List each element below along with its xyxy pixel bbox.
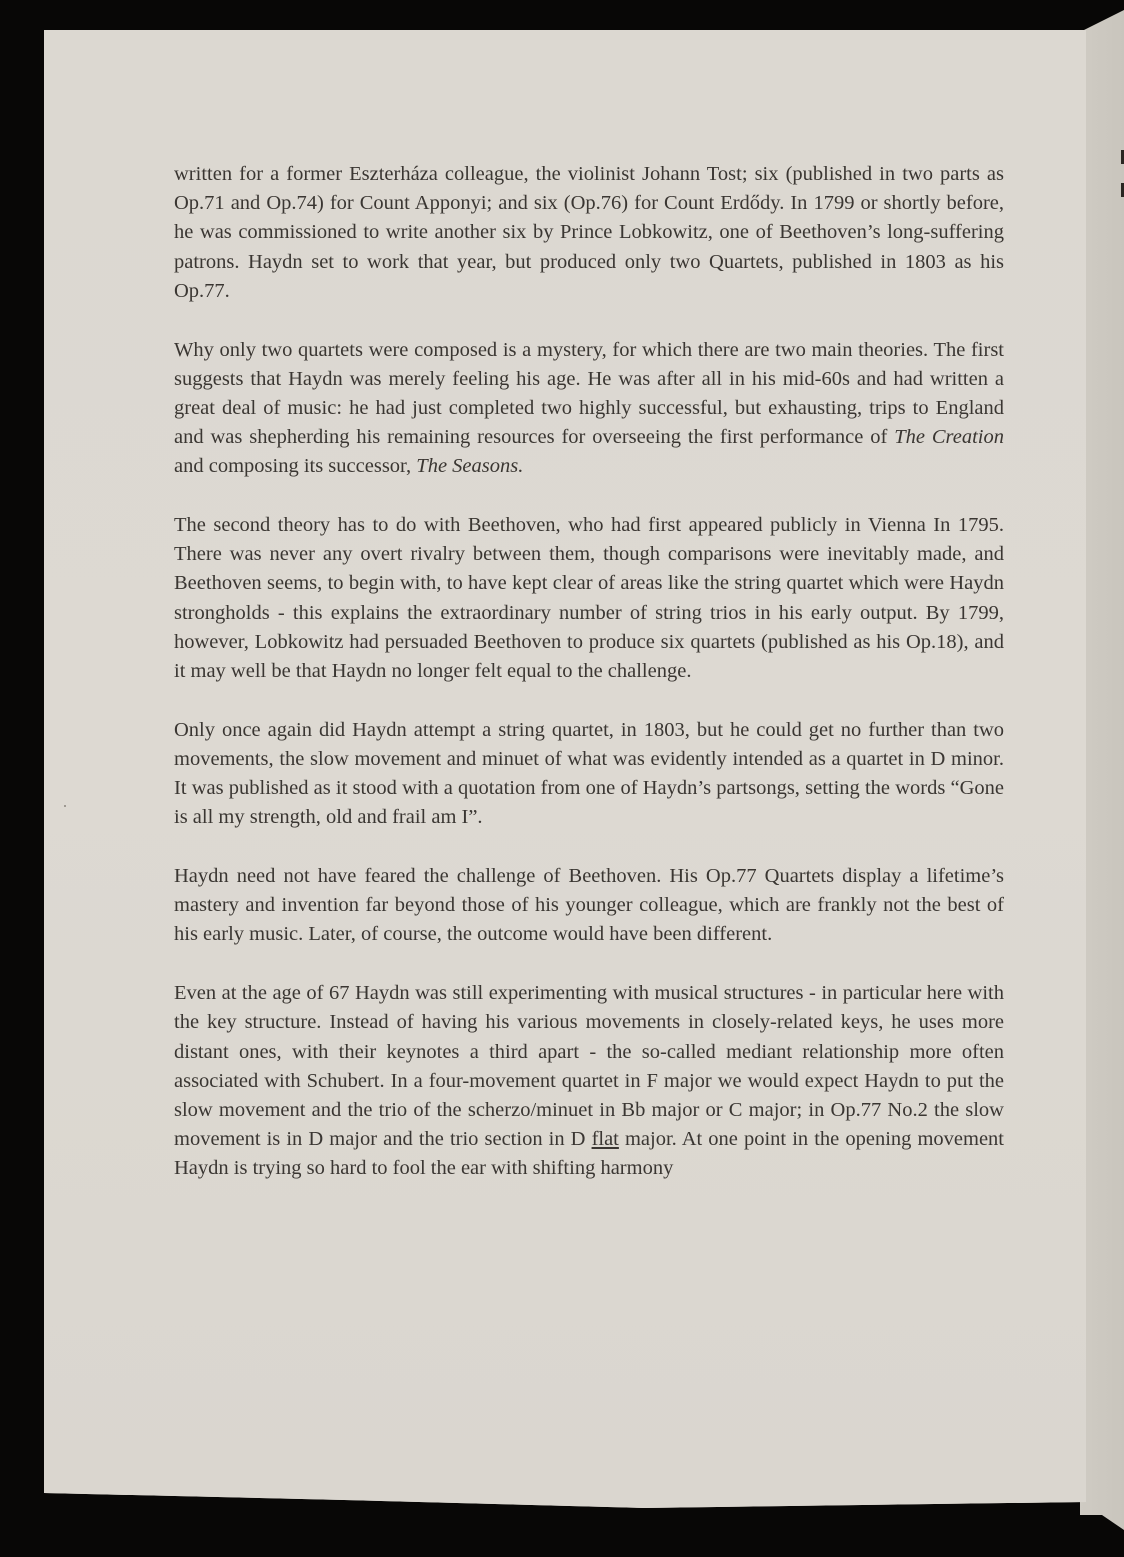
- text-segment: The second theory has to do with Beethoven, who had first appeared publicly in Vienna In 1795. There was never any overt rivalry between them, though comparisons were inevitably made, and Beethoven seems, to begin with, to have kept clear of areas like the string quartet which were Haydn strongholds - this explains the extraordinary number of string trios in his early output. By 1799, however, Lobkowitz had persuaded Beethoven to produce six quartets (published as his Op.18), and it may well be that Haydn no longer felt equal to the challenge.: [174, 514, 1004, 683]
- paragraph-1: [174, 160, 1004, 306]
- text-segment: Why only two quartets were composed is a mystery, for which there are two main theories. The first suggests that Haydn was merely feeling his age. He was after all in his mid-60s and had written a great deal of music: he had just completed two highly successful, but exhausting, trips to England and was shepherding his remaining resources for overseeing the first performance of: [174, 338, 1004, 449]
- underlined-text: flat: [591, 1128, 619, 1151]
- text-segment: Haydn need not have feared the challenge of Beethoven. His Op.77 Quartets display a lifetime’s mastery and invention far beyond those of his younger colleague, which are frankly not the best of his early music. Later, of course, the outcome would have been different.: [174, 865, 1004, 946]
- paragraph-3: [174, 511, 1004, 686]
- italic-title-text: The Creation: [894, 426, 1004, 449]
- paragraph-2: [174, 336, 1004, 482]
- text-segment: and composing its successor,: [174, 455, 417, 478]
- text-segment: Only once again did Haydn attempt a string quartet, in 1803, but he could get no further than two movements, the slow movement and minuet of what was evidently intended as a quartet in D minor. It was published as it stood with a quotation from one of Haydn’s partsongs, setting the words “Gone is all my strength, old and frail am I”.: [174, 718, 1004, 829]
- text-segment: written for a former Eszterháza colleague, the violinist Johann Tost; six (published in two parts as Op.71 and Op.74) for Count Apponyi; and six (Op.76) for Count Erdődy. In 1799 or shortly before, he was commissioned to write another six by Prince Lobkowitz, one of Beethoven’s long-suffering patrons. Haydn set to work that year, but produced only two Quartets, published in 1803 as his Op.77.: [174, 163, 1004, 302]
- document-body: [174, 160, 1004, 1213]
- paragraph-5: [174, 862, 1004, 950]
- adjacent-page-edge: [1080, 0, 1124, 1557]
- text-segment: Even at the age of 67 Haydn was still experimenting with musical structures - in particular here with the key structure. Instead of having his various movements in closely-related keys, he uses more distant ones, with their keynotes a third apart - the so-called mediant relationship more often associated with Schubert. In a four-movement quartet in F major we would expect Haydn to put the slow movement and the trio of the scherzo/minuet in Bb major or C major; in Op.77 No.2 the slow movement is in D major and the trio section in D: [174, 982, 1004, 1151]
- italic-title-text: The Seasons.: [416, 455, 524, 478]
- paragraph-6: [174, 979, 1004, 1183]
- text-segment: major. At one point in the opening movement Haydn is trying so hard to fool the ear with shifting harmony: [174, 1128, 1004, 1180]
- paper-speck: [64, 805, 66, 807]
- paragraph-4: [174, 716, 1004, 833]
